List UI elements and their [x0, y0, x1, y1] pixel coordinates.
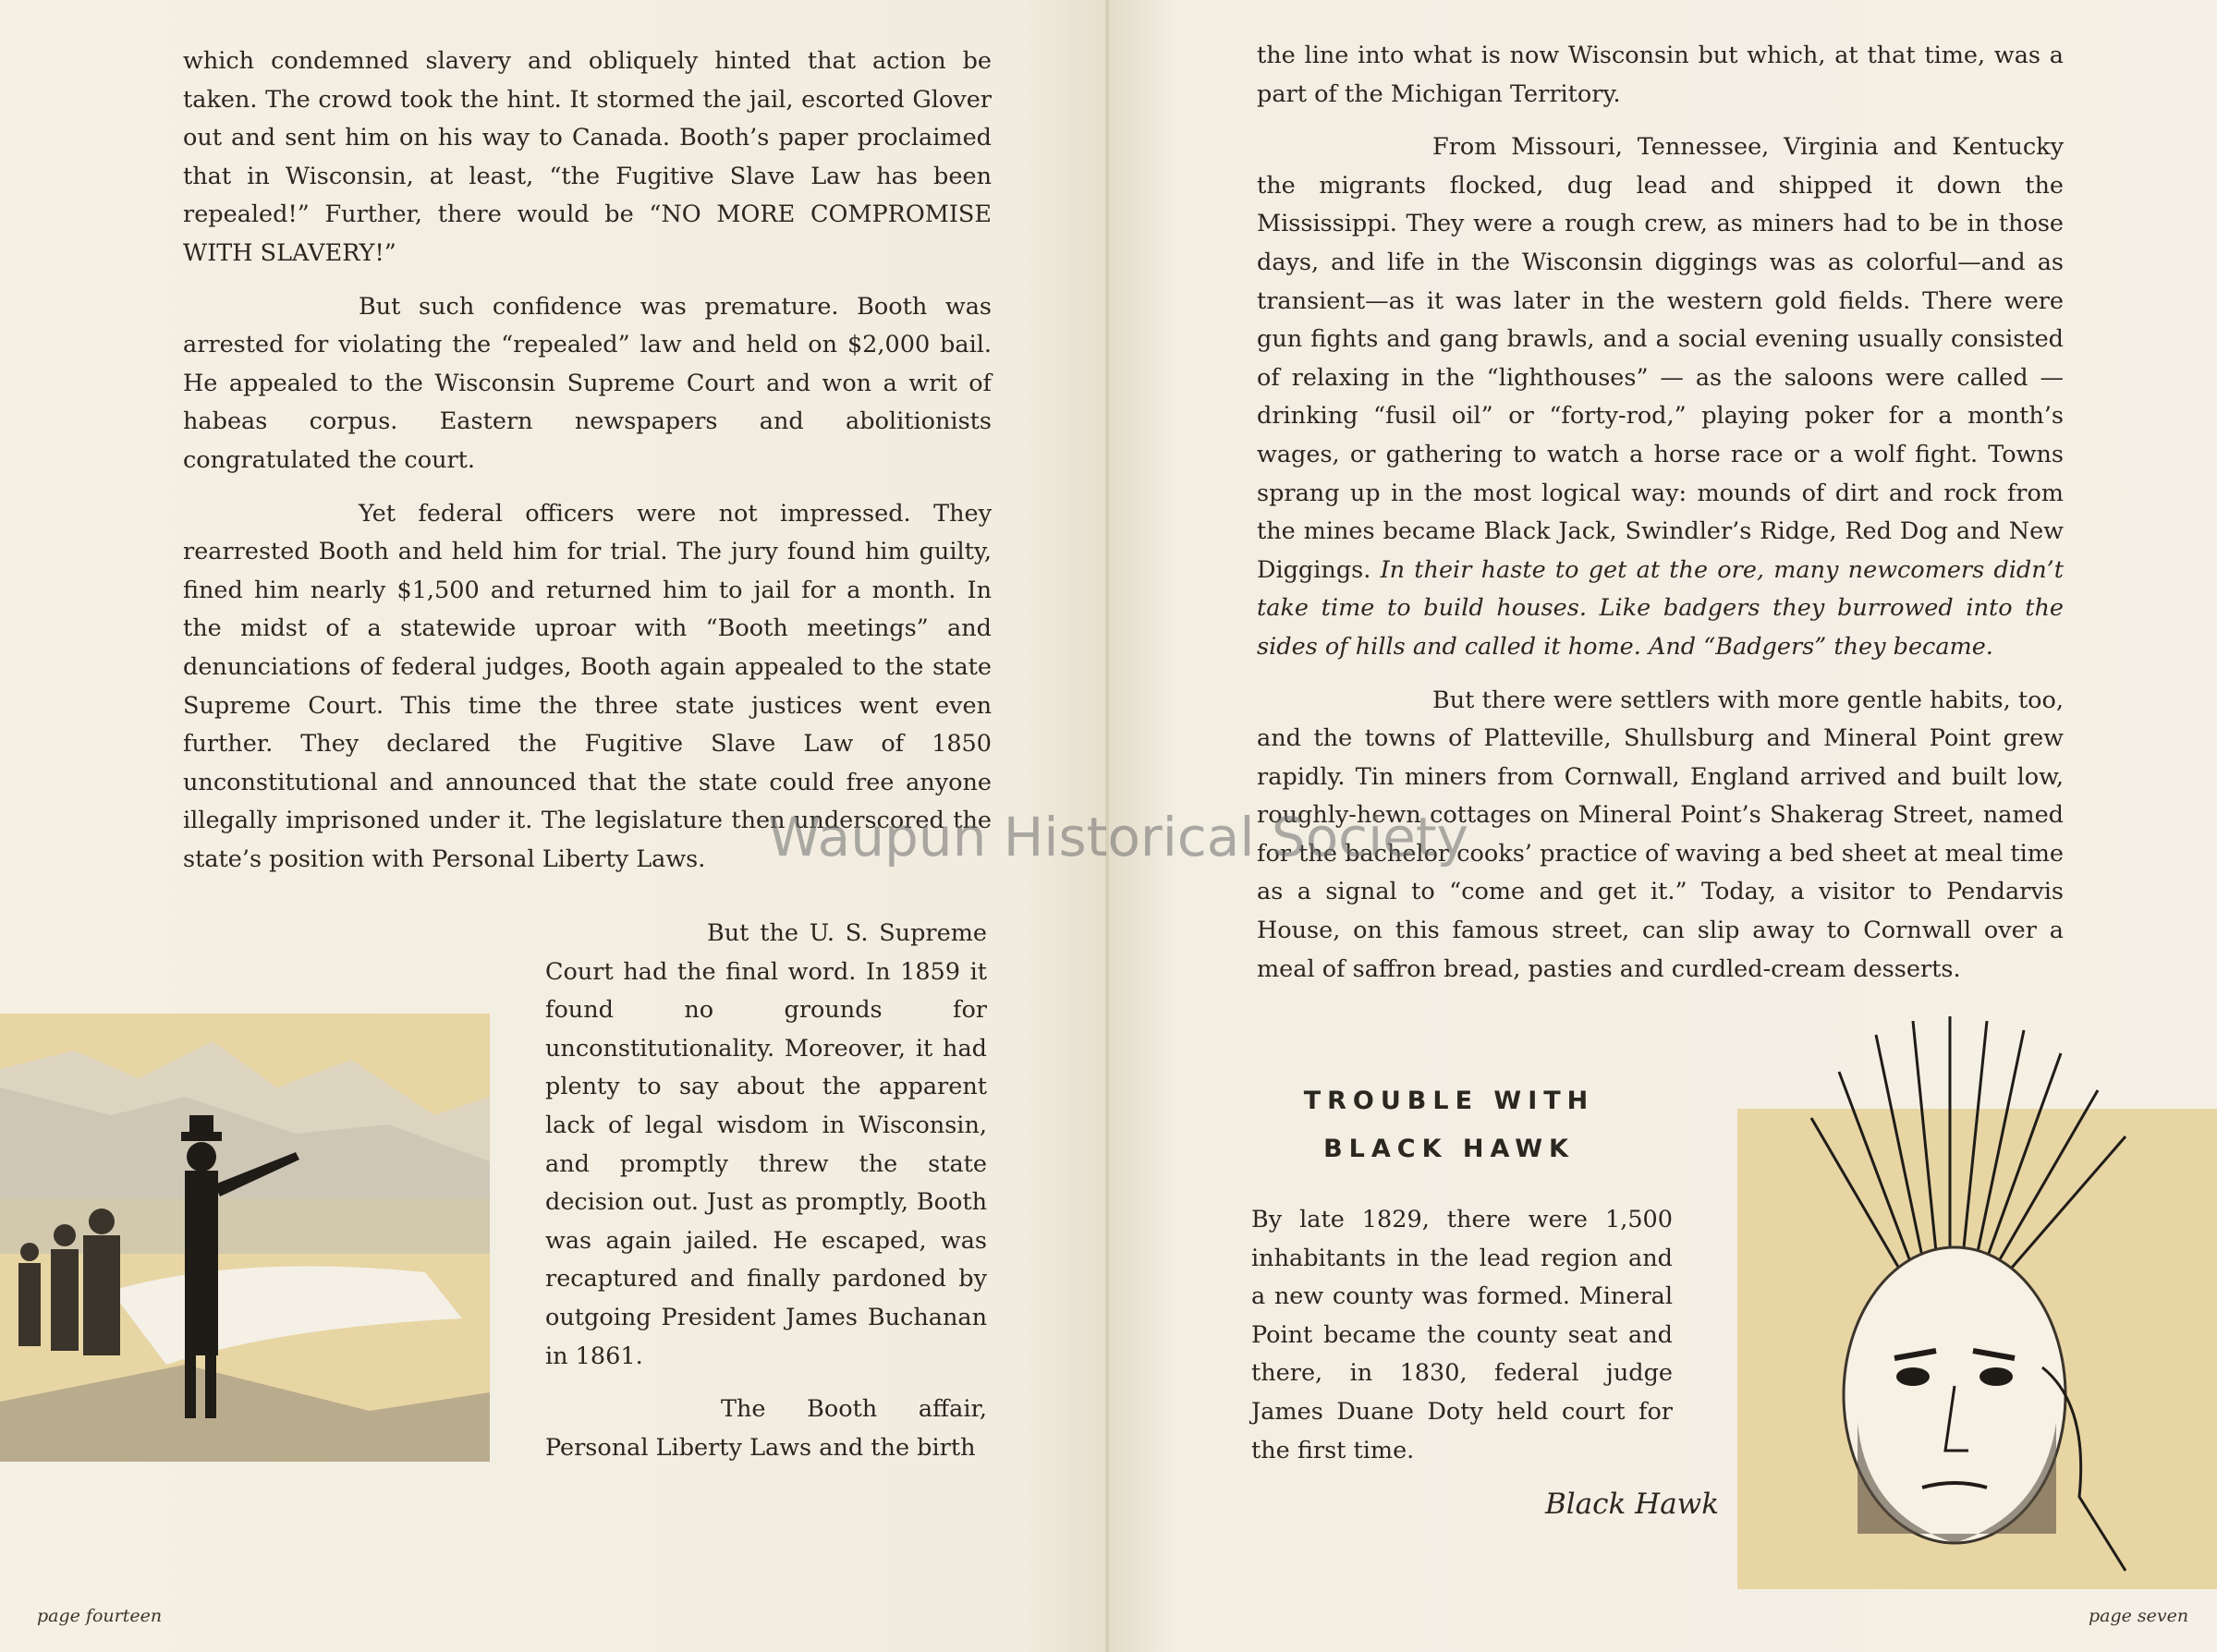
portrait-caption: Black Hawk: [1544, 1488, 1719, 1521]
man-3-head: [20, 1243, 39, 1261]
right-paragraph-3: But there were settlers with more gentle habits, too, and the towns of Platteville, Shullsburg and Mineral Point grew rapidly. Tin miners from Cornwall, England arrived and built low, roughly-hewn cottages on Mineral Point’s Shakerag Street, named for the bachelor cooks’ practice of waving a bed sheet at meal time as a signal to “come and get it.” Today, a visitor to Pendarvis House, on this famous street, can slip away to Cornwall over a meal of saffron bread, pasties and curdled-cream desserts.: [1257, 686, 2064, 983]
figure-leg-left: [185, 1354, 196, 1418]
right-paragraph-2: [1257, 128, 2064, 666]
right-paragraph-2-italic: In their haste to get at the ore, many newcomers didn’t take time to build houses. Like badgers they burrowed into the sides of hills and called it home. And “Badgers” they became.: [1257, 555, 2065, 661]
right-page-number: page seven: [2089, 1606, 2189, 1626]
right-eye: [1979, 1367, 2013, 1386]
left-main-text: [183, 43, 992, 879]
right-paragraph-4: By late 1829, there were 1,500 inhabitants in the lead region and a new county was formed. Mineral Point became the county seat and there, in 1830, federal judge James Duane Doty held court for the first time.: [1251, 1206, 1673, 1464]
figure-head: [187, 1142, 216, 1172]
man-3: [18, 1263, 41, 1346]
right-paragraph-2-roman: From Missouri, Tennessee, Virginia and Kentucky the migrants flocked, dug lead and shipped it down the Mississippi. They were a rough crew, as miners had to be in those days, and life in the Wisconsin diggings was as colorful—and as transient—as it was later in the western gold fields. There were gun fights and gang brawls, and a social evening usually consisted of relaxing in the “lighthouses” — as the saloons were called — drinking “fusil oil” or “forty-rod,” playing poker for a month’s wages, or gathering to watch a horse race or a wolf fight. Towns sprang up in the most logical way: mounds of dirt and rock from the mines became Black Jack, Swindler’s Ridge, Red Dog and New Diggings.: [1257, 133, 2064, 584]
figure-coat: [185, 1171, 218, 1355]
left-paragraph-2: But such confidence was premature. Booth was arrested for violating the “repealed” law and held on $2,000 bail. He appealed to the Wisconsin Supreme Court and won a writ of habeas corpus. Eastern newspapers and abolitionists congratulated the court.: [183, 292, 992, 474]
left-paragraph-4: But the U. S. Supreme Court had the final word. In 1859 it found no grounds for unconstitutionality. Moreover, it had plenty to say about the apparent lack of legal wisdom in Wisconsin, and promptly threw the state decision out. Just as promptly, Booth was again jailed. He escaped, was recaptured and finally pardoned by outgoing President James Buchanan in 1861.: [545, 919, 987, 1370]
left-paragraph-5: The Booth affair, Personal Liberty Laws and the birth: [545, 1395, 987, 1462]
left-paragraph-3: Yet federal officers were not impressed. They rearrested Booth and held him for trial. The jury found him guilty, fined him nearly $1,500 and returned him to jail for a month. In the midst of a statewide uproar with “Booth meetings” and denunciations of federal judges, Booth again appealed to the state Supreme Court. This time the three state justices went even further. They declared the Fugitive Slave Law of 1850 unconstitutional and announced that the state could free anyone illegally imprisoned under it. The legislature then underscored the state’s position with Personal Liberty Laws.: [183, 499, 992, 873]
right-narrow-text: [1251, 1201, 1673, 1470]
right-paragraph-1: the line into what is now Wisconsin but which, at that time, was a part of the Michigan Territory.: [1257, 42, 2064, 108]
section-heading-line-1: TROUBLE WITH: [1303, 1087, 1595, 1115]
left-narrow-text: [545, 915, 987, 1467]
man-2-head: [54, 1224, 76, 1246]
man-1-head: [89, 1209, 115, 1234]
black-hawk-portrait: [1737, 1016, 2217, 1608]
booth-illustration: [0, 1014, 490, 1462]
section-heading-line-2: BLACK HAWK: [1323, 1135, 1575, 1163]
left-page-number: page fourteen: [37, 1606, 163, 1626]
watermark: Waupun Historical Society: [768, 806, 1468, 869]
left-paragraph-1: which condemned slavery and obliquely hinted that action be taken. The crowd took the hint. It stormed the jail, escorted Glover out and sent him on his way to Canada. Booth’s paper proclaimed that in Wisconsin, at least, “the Fugitive Slave Law has been repealed!” Further, there would be “NO MORE COMPROMISE WITH SLAVERY!”: [183, 47, 992, 267]
man-2: [51, 1249, 79, 1351]
figure-leg-right: [205, 1354, 216, 1418]
man-1: [83, 1235, 120, 1355]
figure-hat-crown: [189, 1115, 213, 1136]
left-eye: [1896, 1367, 1930, 1386]
